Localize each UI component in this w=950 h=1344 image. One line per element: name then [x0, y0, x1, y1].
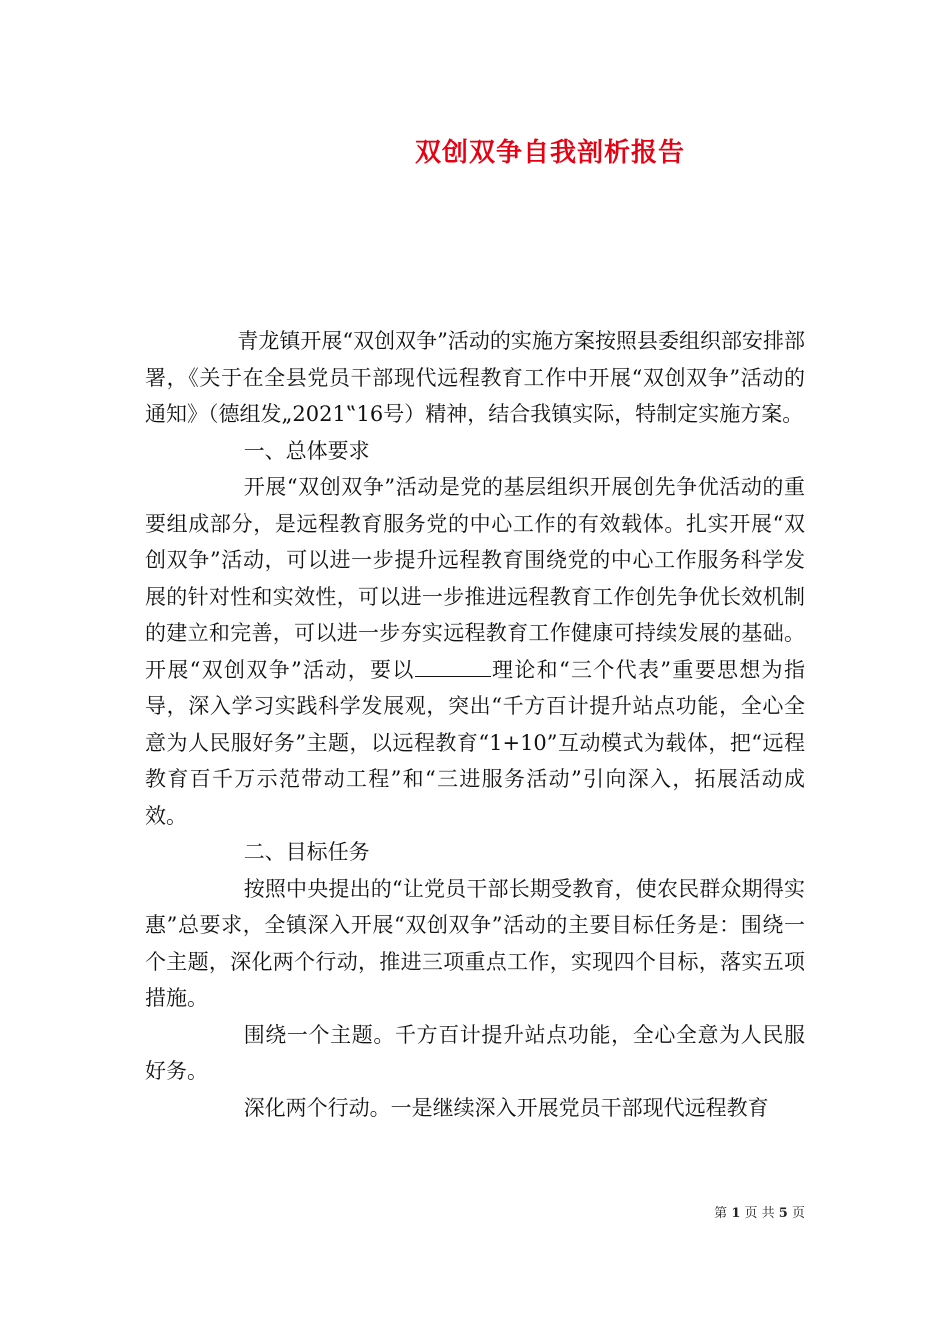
paragraph-text-part-1: 开展“双创双争”活动是党的基层组织开展创先争优活动的重要组成部分，是远程教育服务党的中心工作的有效载体。扎实开展“双创双争”活动，可以进一步提升远程教育围绕党的中心工作服务科学发展的针对性和实效性，可以进一步推进远程教育工作创先争优长效机制的建立和完善，可以进一步夯实远程教育工作健康可持续发展的基础。开展“双创双争”活动，要以 — [145, 475, 805, 682]
footer-total-pages: 5 — [778, 1206, 788, 1221]
footer-suffix: 页 — [791, 1206, 805, 1221]
document-body — [145, 323, 805, 1126]
general-requirements-paragraph — [145, 469, 805, 834]
section-heading-1: 一、总体要求 — [243, 438, 370, 463]
section-heading-2: 二、目标任务 — [243, 840, 370, 864]
footer-middle: 页 共 — [744, 1206, 775, 1221]
page-footer — [714, 1202, 805, 1221]
fill-in-blank — [415, 658, 491, 677]
document-title: 双创双争自我剖析报告 — [414, 138, 685, 168]
targets-paragraph: 按照中央提出的“让党员干部长期受教育，使农民群众期得实惠”总要求，全镇深入开展“双创双争”活动的主要目标任务是：围绕一个主题，深化两个行动，推进三项重点工作，实现四个目标，落实五项措施。 — [145, 876, 805, 1010]
footer-prefix: 第 — [714, 1206, 728, 1221]
footer-page-number: 1 — [731, 1206, 741, 1221]
paragraph-text-part-2: 理论和“三个代表”重要思想为指导，深入学习实践科学发展观，突出“千方百计提升站点功能，全心全意为人民服好务”主题，以远程教育“1+10”互动模式为载体，把“远程教育百千万示范带动工程”和“三进服务活动”引向深入，拓展活动成效。 — [145, 657, 805, 828]
one-theme-paragraph: 围绕一个主题。千方百计提升站点功能，全心全意为人民服好务。 — [145, 1022, 805, 1083]
intro-paragraph: 青龙镇开展“双创双争”活动的实施方案按照县委组织部安排部署，《关于在全县党员干部现代远程教育工作中开展“双创双争”活动的通知》（德组发„2021‟16号）精神，结合我镇实际，特制定实施方案。 — [145, 329, 805, 426]
two-actions-paragraph: 深化两个行动。一是继续深入开展党员干部现代远程教育 — [243, 1095, 769, 1120]
